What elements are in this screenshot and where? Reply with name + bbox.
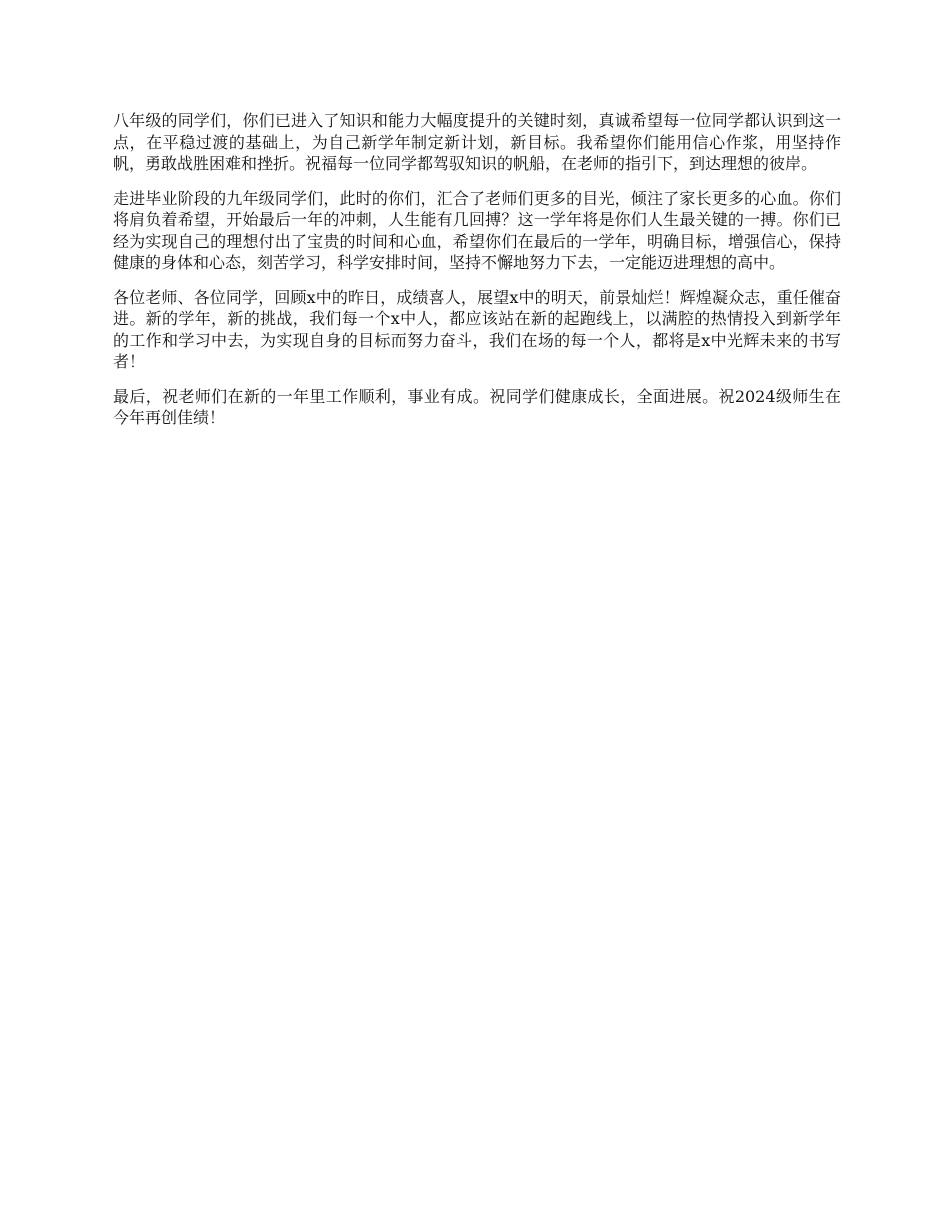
paragraph-grade-eight: 八年级的同学们，你们已进入了知识和能力大幅度提升的关键时刻，真诚希望每一位同学都认识到这一点，在平稳过渡的基础上，为自己新学年制定新计划，新目标。我希望你们能用信心作浆，用坚持作帆，勇敢战胜困难和挫折。祝福每一位同学都驾驭知识的帆船，在老师的指引下，到达理想的彼岸。	[113, 111, 841, 173]
paragraph-all-teachers-students: 各位老师、各位同学，回顾x中的昨日，成绩喜人，展望x中的明天，前景灿烂！辉煌凝众志，重任催奋进。新的学年，新的挑战，我们每一个x中人，都应该站在新的起跑线上，以满腔的热情投入到新学年的工作和学习中去，为实现自身的目标而努力奋斗，我们在场的每一个人，都将是x中光辉未来的书写者！	[113, 287, 841, 371]
paragraph-grade-nine: 走进毕业阶段的九年级同学们，此时的你们，汇合了老师们更多的目光，倾注了家长更多的心血。你们将肩负着希望，开始最后一年的冲刺，人生能有几回搏？这一学年将是你们人生最关键的一搏。你们已经为实现自己的理想付出了宝贵的时间和心血，希望你们在最后的一学年，明确目标，增强信心，保持健康的身体和心态，刻苦学习，科学安排时间，坚持不懈地努力下去，一定能迈进理想的高中。	[113, 188, 841, 272]
paragraph-closing-wishes: 最后，祝老师们在新的一年里工作顺利，事业有成。祝同学们健康成长，全面进展。祝2024级师生在今年再创佳绩！	[113, 386, 841, 427]
document-body	[113, 110, 841, 442]
